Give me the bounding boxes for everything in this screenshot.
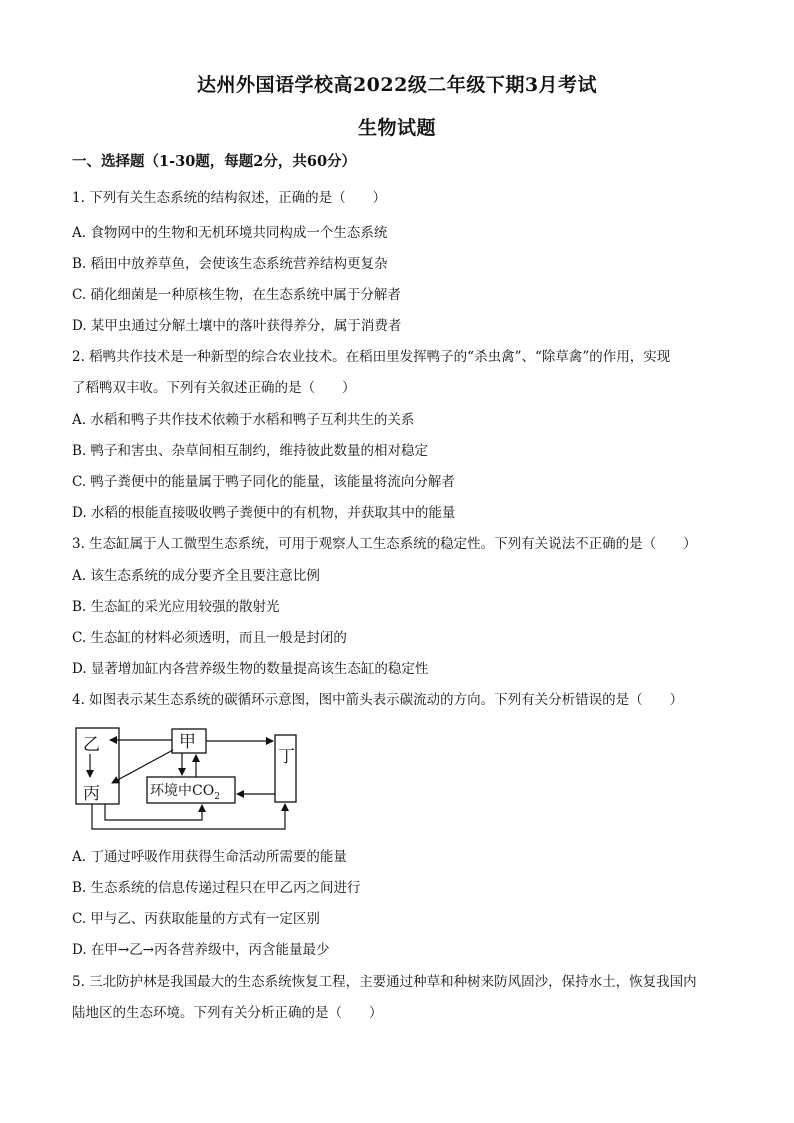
question-2-option-a: A. 水稻和鸭子共作技术依赖于水稻和鸭子互利共生的关系 [72, 412, 415, 428]
jia-label: 甲 [179, 732, 196, 752]
question-3-stem: 3. 生态缸属于人工微型生态系统，可用于观察人工生态系统的稳定性。下列有关说法不正确的是（ ） [72, 536, 697, 552]
question-4-option-b: B. 生态系统的信息传递过程只在甲乙丙之间进行 [72, 880, 361, 896]
section-heading: 一、选择题（1-30题，每题2分，共60分） [72, 153, 357, 170]
carbon-cycle-diagram [72, 724, 312, 834]
bing-label: 丙 [83, 784, 100, 804]
question-2-option-b: B. 鸭子和害虫、杂草间相互制约，维持彼此数量的相对稳定 [72, 443, 429, 459]
question-5-stem-line-2: 陆地区的生态环境。下列有关分析正确的是（ ） [72, 1005, 383, 1021]
question-3-option-b: B. 生态缸的采光应用较强的散射光 [72, 599, 280, 615]
question-3-option-c: C. 生态缸的材料必须透明，而且一般是封闭的 [72, 630, 347, 646]
question-3-option-a: A. 该生态系统的成分要齐全且要注意比例 [72, 568, 320, 584]
question-1-option-d: D. 某甲虫通过分解土壤中的落叶获得养分，属于消费者 [72, 318, 402, 334]
question-1-option-c: C. 硝化细菌是一种原核生物，在生态系统中属于分解者 [72, 287, 401, 303]
question-2-stem-line-2: 了稻鸭双丰收。下列有关叙述正确的是（ ） [72, 380, 356, 396]
env-co2-label: 环境中$CO_2$ [150, 783, 220, 802]
question-4-option-a: A. 丁通过呼吸作用获得生命活动所需要的能量 [72, 849, 347, 865]
question-2-stem-line-1: 2. 稻鸭共作技术是一种新型的综合农业技术。在稻田里发挥鸭子的“杀虫禽”、“除草禽”的作用，实现 [72, 349, 671, 365]
ding-label: 丁 [278, 747, 295, 767]
question-3-option-d: D. 显著增加缸内各营养级生物的数量提高该生态缸的稳定性 [72, 661, 429, 677]
exam-subtitle: 生物试题 [357, 117, 436, 139]
exam-title: 达州外国语学校高2022级二年级下期3月考试 [196, 74, 598, 96]
question-5-stem-line-1: 5. 三北防护林是我国最大的生态系统恢复工程，主要通过种草和种树来防风固沙，保持水土，恢复我国内 [72, 974, 697, 990]
question-4-option-d: D. 在甲→乙→丙各营养级中，丙含能量最少 [72, 942, 330, 958]
question-1-stem: 1. 下列有关生态系统的结构叙述，正确的是（ ） [72, 190, 387, 206]
ding-box [275, 735, 296, 802]
question-1-option-a: A. 食物网中的生物和无机环境共同构成一个生态系统 [72, 225, 388, 241]
yi-label: 乙 [83, 735, 100, 755]
question-1-option-b: B. 稻田中放养草鱼，会使该生态系统营养结构更复杂 [72, 256, 388, 272]
question-4-stem: 4. 如图表示某生态系统的碳循环示意图，图中箭头表示碳流动的方向。下列有关分析错误的是（ ） [72, 692, 684, 708]
question-2-option-c: C. 鸭子粪便中的能量属于鸭子同化的能量，该能量将流向分解者 [72, 474, 455, 490]
question-4-option-c: C. 甲与乙、丙获取能量的方式有一定区别 [72, 911, 320, 927]
arrow-box-to-env [105, 804, 202, 820]
question-2-option-d: D. 水稻的根能直接吸收鸭子粪便中的有机物，并获取其中的能量 [72, 505, 456, 521]
arrow-jia-to-bing [112, 750, 173, 783]
arrow-box-to-ding [92, 804, 285, 829]
